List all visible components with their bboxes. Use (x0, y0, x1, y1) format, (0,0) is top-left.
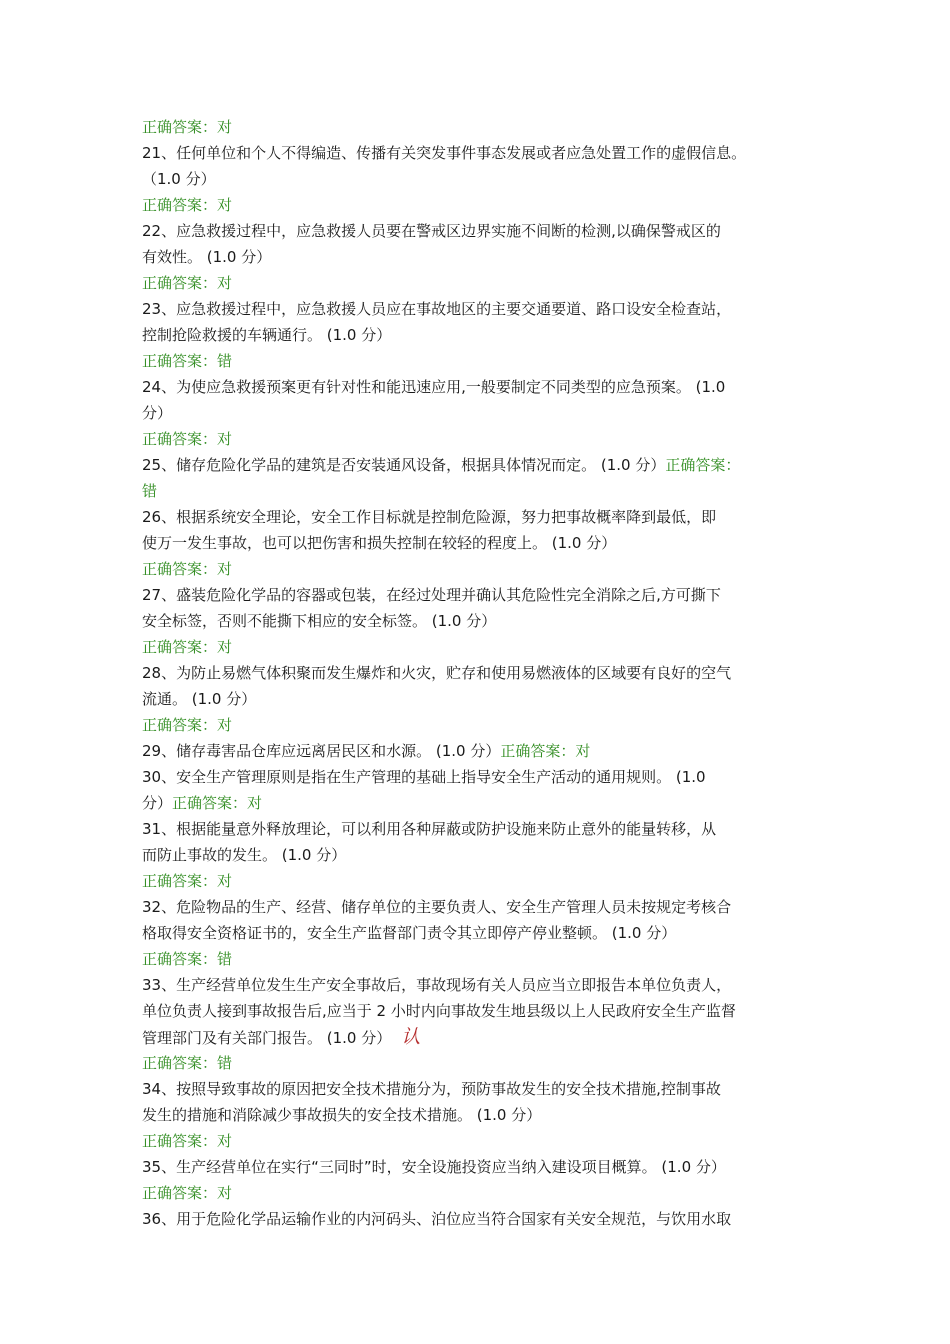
answer-line (142, 558, 232, 580)
question-line (142, 324, 391, 346)
question-line (142, 1000, 736, 1022)
answer-line (142, 1052, 232, 1074)
question-line (142, 610, 496, 632)
question-line (142, 896, 731, 918)
answer-text: 正确答案：对 (172, 794, 263, 812)
question-text: 单位负责人接到事故报告后,应当于 2 小时内向事故发生地县级以上人民政府安全生产监督 (142, 1002, 736, 1020)
question-text: 控制抢险救援的车辆通行。 (1.0 分） (142, 326, 392, 344)
question-line (142, 740, 590, 762)
answer-text: 正确答案：对 (142, 872, 233, 890)
question-line (142, 1078, 721, 1100)
question-line (142, 792, 262, 814)
question-text: 28、为防止易燃气体积聚而发生爆炸和火灾，贮存和使用易燃液体的区域要有良好的空气 (142, 664, 732, 682)
answer-line (142, 272, 232, 294)
question-text: 35、生产经营单位在实行“三同时”时，安全设施投资应当纳入建设项目概算。 (1.0 分） (142, 1158, 726, 1176)
question-line (142, 1156, 726, 1178)
question-line (142, 506, 716, 528)
answer-text: 正确答案：对 (142, 430, 233, 448)
answer-text: 正确答案：错 (142, 352, 233, 370)
question-text: 格取得安全资格证书的，安全生产监督部门责令其立即停产停业整顿。 (1.0 分） (142, 924, 677, 942)
answer-line (142, 636, 232, 658)
answer-text: 正确答案：对 (142, 638, 233, 656)
question-text: 使万一发生事故，也可以把伤害和损失控制在较轻的程度上。 (1.0 分） (142, 534, 617, 552)
question-text: 22、应急救援过程中，应急救援人员要在警戒区边界实施不间断的检测,以确保警戒区的 (142, 222, 721, 240)
question-text: 23、应急救援过程中，应急救援人员应在事故地区的主要交通要道、路口设安全检查站， (142, 300, 732, 318)
answer-text: 正确答案：对 (142, 716, 233, 734)
question-text: 有效性。 (1.0 分） (142, 248, 272, 266)
question-text: 25、储存危险化学品的建筑是否安装通风设备，根据具体情况而定。 (1.0 分） (142, 456, 666, 474)
question-text: 而防止事故的发生。 (1.0 分） (142, 846, 347, 864)
question-text: 发生的措施和消除减少事故损失的安全技术措施。 (1.0 分） (142, 1106, 542, 1124)
question-line (142, 168, 216, 190)
question-line (142, 1104, 541, 1126)
answer-line (142, 116, 232, 138)
answer-line (142, 948, 232, 970)
question-text: 分） (142, 404, 173, 422)
answer-line (142, 428, 232, 450)
answer-text: 正确答案：对 (142, 196, 233, 214)
answer-text: 正确答案：对 (142, 118, 233, 136)
answer-text: 正确答案：对 (142, 560, 233, 578)
answer-line (142, 350, 232, 372)
question-line (142, 1208, 731, 1230)
question-line (142, 1026, 420, 1049)
question-text: 33、生产经营单位发生生产安全事故后，事故现场有关人员应当立即报告本单位负责人， (142, 976, 732, 994)
question-line (142, 246, 271, 268)
answer-text: 正确答案：错 (142, 950, 233, 968)
answer-text: 错 (142, 482, 158, 500)
answer-text: 正确答案：对 (142, 1184, 233, 1202)
question-line (142, 818, 716, 840)
question-text: 分） (142, 794, 173, 812)
question-line (142, 532, 616, 554)
question-text: 安全标签，否则不能撕下相应的安全标签。 (1.0 分） (142, 612, 497, 630)
question-text: 26、根据系统安全理论，安全工作目标就是控制危险源，努力把事故概率降到最低，即 (142, 508, 717, 526)
question-text: 30、安全生产管理原则是指在生产管理的基础上指导安全生产活动的通用规则。 (1.0 (142, 768, 706, 786)
question-text: 31、根据能量意外释放理论，可以利用各种屏蔽或防护设施来防止意外的能量转移，从 (142, 820, 717, 838)
question-text: 21、任何单位和个人不得编造、传播有关突发事件事态发展或者应急处置工作的虚假信息。 (142, 144, 747, 162)
answer-text: 正确答案： (665, 456, 741, 474)
answer-text: 正确答案：对 (142, 1132, 233, 1150)
question-line (142, 454, 740, 476)
question-text: 34、按照导致事故的原因把安全技术措施分为，预防事故发生的安全技术措施,控制事故 (142, 1080, 721, 1098)
question-text: （1.0 分） (142, 170, 216, 188)
question-text: 27、盛装危险化学品的容器或包装，在经过处理并确认其危险性完全消除之后,方可撕下 (142, 586, 721, 604)
answer-line (142, 870, 232, 892)
question-line (142, 688, 256, 710)
answer-text: 正确答案：对 (142, 274, 233, 292)
question-text: 29、储存毒害品仓库应远离居民区和水源。 (1.0 分） (142, 742, 501, 760)
question-line (142, 298, 731, 320)
question-line (142, 142, 746, 164)
answer-line (142, 194, 232, 216)
handwritten-note: 认 (401, 1026, 421, 1048)
question-line (142, 376, 725, 398)
question-text: 管理部门及有关部门报告。 (1.0 分） (142, 1029, 392, 1047)
question-text: 36、用于危险化学品运输作业的内河码头、泊位应当符合国家有关安全规范，与饮用水取 (142, 1210, 732, 1228)
answer-line (142, 714, 232, 736)
answer-line (142, 480, 157, 502)
question-line (142, 220, 721, 242)
question-text: 流通。 (1.0 分） (142, 690, 257, 708)
question-line (142, 974, 731, 996)
question-line (142, 584, 721, 606)
question-line (142, 844, 346, 866)
question-text: 24、为使应急救援预案更有针对性和能迅速应用,一般要制定不同类型的应急预案。 (1.0 (142, 378, 726, 396)
answer-text: 正确答案：对 (500, 742, 591, 760)
question-text: 32、危险物品的生产、经营、储存单位的主要负责人、安全生产管理人员未按规定考核合 (142, 898, 732, 916)
question-line (142, 922, 676, 944)
answer-line (142, 1182, 232, 1204)
question-line (142, 402, 172, 424)
question-line (142, 766, 706, 788)
question-line (142, 662, 731, 684)
answer-line (142, 1130, 232, 1152)
answer-text: 正确答案：错 (142, 1054, 233, 1072)
